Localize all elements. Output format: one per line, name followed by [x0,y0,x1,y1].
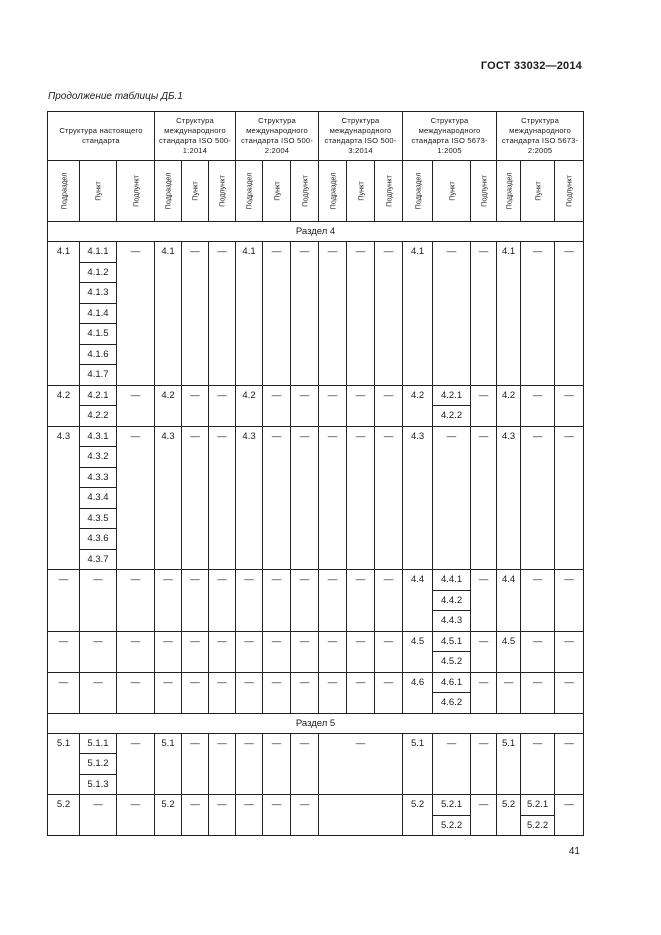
table-cell: 4.1.2 [80,262,117,283]
table-cell: — [319,242,347,386]
table-cell: 4.2 [403,385,433,426]
table-cell: — [155,631,182,672]
group-header: Структура международного стандарта ISO 500-2:2004 [236,112,319,161]
table-cell: — [182,733,209,795]
table-cell: — [471,426,497,570]
table-cell: — [555,672,584,713]
table-cell: 4.3.5 [80,508,117,529]
subheader-subsection: Подраздел [163,172,173,210]
table-cell: 4.1 [155,242,182,386]
table-cell: — [263,631,291,672]
table-cell: 5.1.1 [80,733,117,754]
table-cell: 5.1 [497,733,521,795]
table-cell: — [182,426,209,570]
table-cell: — [209,570,236,632]
table-cell: — [375,385,403,426]
table-row [48,242,584,263]
table-cell: — [471,672,497,713]
table-cell: 4.4.3 [433,611,471,632]
table-cell: 4.5 [497,631,521,672]
subheader-subclause: Подпункт [131,175,140,207]
subheader-clause: Пункт [190,181,200,201]
table-cell: 4.1 [403,242,433,386]
table-cell: 4.3 [155,426,182,570]
table-cell: — [521,733,555,795]
table-cell: — [117,242,155,386]
table-cell: — [521,631,555,672]
table-cell: 4.4.1 [433,570,471,591]
table-cell: — [375,672,403,713]
table-cell: 5.2 [48,795,80,836]
table-cell: — [209,631,236,672]
subheader-clause: Пункт [93,181,103,201]
table-cell: — [375,570,403,632]
table-cell: 4.6 [403,672,433,713]
table-cell: — [521,385,555,426]
table-cell: — [375,631,403,672]
page-number: 41 [568,846,580,857]
table-cell: — [263,733,291,795]
table-cell: — [291,733,319,795]
table-cell: — [80,672,117,713]
table-row [48,631,584,652]
table-cell: — [433,242,471,386]
table-caption: Продолжение таблицы ДБ.1 [48,91,183,102]
table-cell: — [209,242,236,386]
table-cell: — [155,672,182,713]
table-cell: 4.1.5 [80,324,117,345]
table-cell: — [80,631,117,672]
table-cell: — [48,570,80,632]
table-cell: 4.5 [403,631,433,672]
subheader-subclause: Подпункт [300,175,310,207]
table-row [48,733,584,754]
table-cell: 5.2 [155,795,182,836]
group-header: Структура настоящего стандарта [48,112,155,161]
table-cell: 5.1.2 [80,754,117,775]
table-cell: — [471,733,497,795]
table-cell: — [433,733,471,795]
table-cell: — [471,385,497,426]
table-cell: 4.4.2 [433,590,471,611]
table-cell: 4.1.3 [80,283,117,304]
table-cell: 4.1.7 [80,365,117,386]
table-cell: — [375,426,403,570]
table-cell: 4.3.2 [80,447,117,468]
table-cell: 4.3 [48,426,80,570]
table-cell: — [347,631,375,672]
table-cell: 4.1 [236,242,263,386]
table-cell: — [48,631,80,672]
table-cell: — [319,631,347,672]
table-cell: — [291,426,319,570]
table-cell: 4.3 [497,426,521,570]
table-cell: — [236,631,263,672]
group-header: Структура международного стандарта ISO 5673-1:2005 [403,112,497,161]
table-cell: — [319,733,403,795]
table-cell: 4.2 [236,385,263,426]
table-cell: 4.1 [497,242,521,386]
group-header: Структура международного стандарта ISO 500-1:2014 [155,112,236,161]
table-cell: — [80,795,117,836]
table-cell: 5.2 [403,795,433,836]
table-cell: — [433,426,471,570]
table-cell: — [263,426,291,570]
table-row [48,570,584,591]
subheader-subsection: Подраздел [244,172,254,210]
table-cell: — [117,385,155,426]
table-cell: — [347,385,375,426]
table-cell: — [555,385,584,426]
table-cell: — [48,672,80,713]
table-row [48,385,584,406]
table-cell: — [209,672,236,713]
table-cell: — [117,672,155,713]
table-cell: — [263,385,291,426]
subheader-subclause: Подпункт [217,175,227,207]
table-cell: 5.1 [155,733,182,795]
table-cell: — [117,631,155,672]
table-cell: 4.3.3 [80,467,117,488]
table-cell: — [521,672,555,713]
table-cell: — [263,242,291,386]
table-cell: — [347,426,375,570]
table-cell: — [182,570,209,632]
table-cell: 4.5.2 [433,652,471,673]
table-cell: 4.4 [497,570,521,632]
table-cell: — [555,795,584,836]
table-cell: 4.2.1 [433,385,471,406]
group-header-row [48,112,584,161]
table-cell: 4.6.1 [433,672,471,693]
table-cell: — [236,733,263,795]
subheader-subsection: Подраздел [328,172,338,210]
table-cell [319,795,403,836]
table-cell: — [497,672,521,713]
table-cell: — [521,426,555,570]
table-cell: 4.3 [403,426,433,570]
table-cell: 4.1.1 [80,242,117,263]
table-cell: — [117,570,155,632]
table-cell: — [182,385,209,426]
table-cell: 5.2.1 [521,795,555,816]
subheader-subsection: Подраздел [59,172,68,210]
table-cell: — [155,570,182,632]
table-cell: 4.1.4 [80,303,117,324]
table-cell: — [209,385,236,426]
table-cell: 4.2 [48,385,80,426]
table-row [48,426,584,447]
table-cell: — [236,672,263,713]
table-cell: — [291,570,319,632]
table-cell: — [263,795,291,836]
document-code: ГОСТ 33032—2014 [480,60,582,72]
table-cell: — [555,733,584,795]
table-cell: 4.4 [403,570,433,632]
subheader-clause: Пункт [447,181,457,201]
table-cell: — [375,242,403,386]
subheader-clause: Пункт [272,181,282,201]
table-cell: — [291,672,319,713]
table-cell: — [182,631,209,672]
table-cell: 4.5.1 [433,631,471,652]
group-header: Структура международного стандарта ISO 5673-2:2005 [497,112,584,161]
table-cell: — [291,242,319,386]
table-cell: — [236,795,263,836]
table-cell: — [347,242,375,386]
table-cell: 4.2.2 [80,406,117,427]
table-cell: — [291,795,319,836]
table-cell: — [555,426,584,570]
table-cell: — [347,672,375,713]
table-cell: 5.1 [403,733,433,795]
subheader-subsection: Подраздел [504,172,514,210]
correspondence-table [47,111,584,836]
table-row [48,672,584,693]
table-cell: — [471,795,497,836]
table-cell: 4.6.2 [433,693,471,714]
table-cell: — [291,385,319,426]
table-cell: — [319,570,347,632]
subheader-row [48,161,584,222]
table-cell: 4.3 [236,426,263,570]
table-cell: — [471,570,497,632]
table-cell: 4.3.4 [80,488,117,509]
section-title: Раздел 5 [48,713,584,733]
table-cell: 4.2 [497,385,521,426]
table-cell: 5.1.3 [80,774,117,795]
table-cell: 4.2.1 [80,385,117,406]
table-cell: — [521,242,555,386]
table-cell: 5.2 [497,795,521,836]
subheader-subclause: Подпункт [564,175,574,207]
table-cell: 5.2.2 [521,815,555,836]
table-cell: — [521,570,555,632]
subheader-clause: Пункт [356,181,366,201]
subheader-subclause: Подпункт [384,175,394,207]
table-cell: 4.1 [48,242,80,386]
table-cell: — [319,385,347,426]
table-cell: — [209,795,236,836]
table-cell: — [80,570,117,632]
table-cell: — [263,570,291,632]
table-cell: — [182,672,209,713]
table-cell: 4.3.6 [80,529,117,550]
group-header: Структура международного стандарта ISO 500-3:2014 [319,112,403,161]
table-cell: — [291,631,319,672]
table-cell: — [555,242,584,386]
table-cell: — [555,631,584,672]
table-cell: — [209,426,236,570]
table-cell: — [471,242,497,386]
table-cell: 4.3.7 [80,549,117,570]
table-cell: — [319,426,347,570]
table-cell: 4.1.6 [80,344,117,365]
table-cell: — [555,570,584,632]
table-cell: — [263,672,291,713]
table-cell: 5.2.1 [433,795,471,816]
table-cell: — [117,733,155,795]
subheader-clause: Пункт [533,181,543,201]
table-cell: — [209,733,236,795]
table-cell: 5.2.2 [433,815,471,836]
table-cell: — [471,631,497,672]
table-cell: — [347,570,375,632]
subheader-subsection: Подраздел [413,172,423,210]
table-cell: 4.2.2 [433,406,471,427]
table-row [48,795,584,816]
table-cell: — [182,795,209,836]
table-cell: 4.3.1 [80,426,117,447]
table-cell: — [182,242,209,386]
table-cell: — [117,426,155,570]
subheader-subclause: Подпункт [479,175,489,207]
table-cell: 4.2 [155,385,182,426]
table-cell: — [117,795,155,836]
section-title: Раздел 4 [48,222,584,242]
table-cell: — [319,672,347,713]
table-cell: — [236,570,263,632]
table-cell: 5.1 [48,733,80,795]
